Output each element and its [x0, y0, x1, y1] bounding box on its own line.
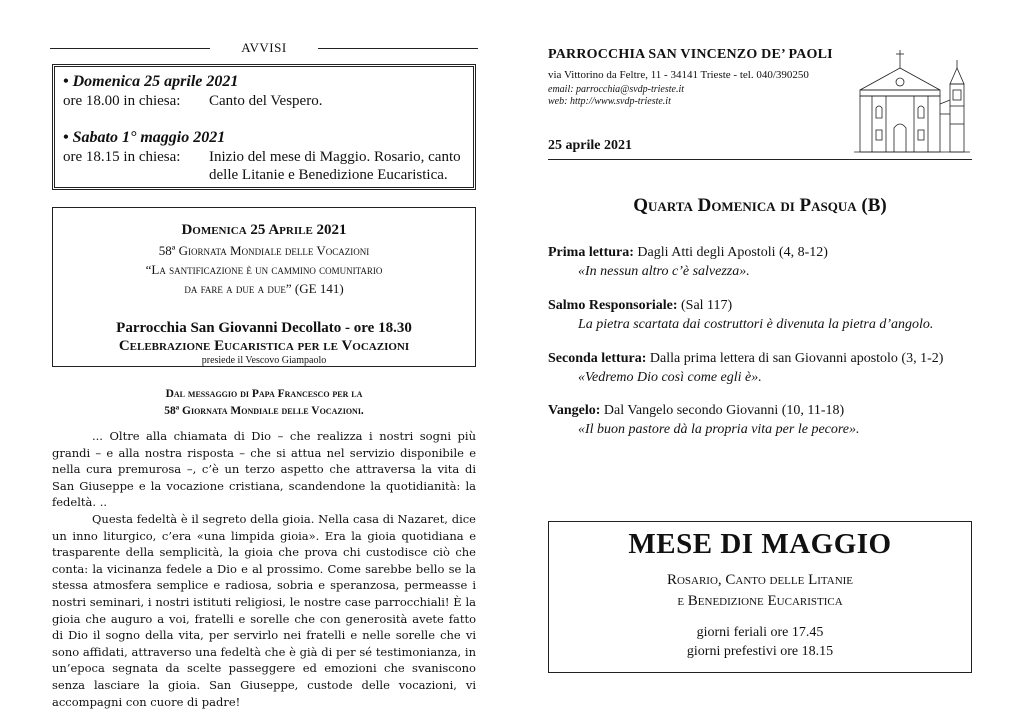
- message-paragraph: Questa fedeltà è il segreto della gioia. Nella casa di Nazaret, dice un inno liturgico, c’era «una limpida gioia». Era la gioia quotidiana e trasparente della semplicità, la gioia che prova chi custodisce ciò che conta: la vicinanza fedele a Dio e al prossimo. Come sarebbe bello se la stessa atmosfera semplice e radiosa, sobria e speranzosa, permeasse i nostri seminari, i nostri istituti religiosi, le nostre case parrocchiali! È la gioia che auguro a voi, fratelli e sorelle che con generosità avete fatto di Dio il sogno della vita, per servirlo nei fratelli e nelle sorelle che vi sono affidati, attraverso una fedeltà che è già di per sé testimonianza, in un’epoca segnata da scelte passeggere ed emozioni che svaniscono senza lasciare la gioia. San Giuseppe, custode delle vocazioni, vi accompagni con cuore di padre!: [52, 511, 476, 709]
- parish-name: PARROCCHIA SAN VINCENZO DE’ PAOLI: [548, 47, 833, 62]
- message-heading: [52, 386, 476, 420]
- avviso-title: • Sabato 1° maggio 2021: [63, 129, 226, 146]
- vocazioni-quote-2: da fare a due a due” (GE 141): [184, 281, 344, 296]
- reading-seconda: [548, 349, 978, 387]
- avviso-line: [63, 149, 461, 166]
- parish-address: via Vittorino da Feltre, 11 - 34141 Trieste - tel. 040/390250: [548, 69, 809, 81]
- vocazioni-parish: Parrocchia San Giovanni Decollato - ore 18.30: [116, 320, 412, 336]
- avviso-title: • Domenica 25 aprile 2021: [63, 73, 239, 90]
- reading-ref: Dalla prima lettera di san Giovanni apostolo (3, 1-2): [646, 351, 944, 366]
- reading-prima: [548, 243, 978, 281]
- vocazioni-presider: presiede il Vescovo Giampaolo: [201, 355, 327, 366]
- vocazioni-date: Domenica 25 Aprile 2021: [181, 222, 347, 238]
- message-paragraph: ... Oltre alla chiamata di Dio – che realizza i nostri sogni più grandi – e alla nostra risposta – che si attua nel servizio disponibile e nella cura premurosa –, c’è un terzo aspetto che attraversa la vita di San Giuseppe e la vocazione cristiana, scandendone la quotidianità: la fedeltà. ..: [52, 429, 476, 510]
- maggio-subtitle-2: e Benedizione Eucaristica: [677, 593, 843, 609]
- vocazioni-giornata: 58ª Giornata Mondiale delle Vocazioni: [158, 243, 370, 258]
- reading-quote: La pietra scartata dai costruttori è divenuta la pietra d’angolo.: [578, 317, 934, 332]
- bulletin-date: 25 aprile 2021: [548, 138, 632, 153]
- avviso-line: [63, 93, 322, 110]
- message-body: [52, 428, 476, 710]
- avviso-text: Inizio del mese di Maggio. Rosario, canto: [209, 149, 461, 165]
- vocazioni-quote-1: “La santificazione è un cammino comunitario: [145, 262, 383, 277]
- maggio-subtitle-1: Rosario, Canto delle Litanie: [666, 572, 854, 588]
- message-heading-line2: 58ª Giornata Mondiale delle Vocazioni.: [164, 405, 364, 417]
- sunday-title: Quarta Domenica di Pasqua (B): [633, 195, 887, 216]
- avviso-text: Canto del Vespero.: [209, 93, 323, 109]
- avviso-text: delle Litanie e Benedizione Eucaristica.: [209, 167, 448, 183]
- reading-ref: (Sal 117): [677, 298, 733, 313]
- maggio-title: MESE DI MAGGIO: [628, 528, 892, 560]
- message-heading-line1: Dal messaggio di Papa Francesco per la: [165, 388, 363, 400]
- heading-rule-right: [318, 48, 478, 49]
- reading-ref: Dagli Atti degli Apostoli (4, 8-12): [633, 245, 828, 260]
- maggio-time-prefestivi: giorni prefestivi ore 18.15: [686, 644, 834, 659]
- maggio-time-feriali: giorni feriali ore 17.45: [696, 625, 824, 640]
- reading-label: Prima lettura:: [548, 245, 634, 260]
- reading-vangelo: [548, 401, 978, 439]
- mese-di-maggio-box: [548, 521, 972, 673]
- vocazioni-celebration: Celebrazione Eucaristica per le Vocazioni: [118, 338, 410, 354]
- reading-ref: Dal Vangelo secondo Giovanni (10, 11-18): [600, 403, 845, 418]
- avviso-time: ore 18.15 in chiesa:: [63, 149, 181, 165]
- avviso-time: ore 18.00 in chiesa:: [63, 93, 181, 109]
- avvisi-heading: [50, 38, 478, 58]
- reading-label: Vangelo:: [548, 403, 601, 418]
- reading-label: Seconda lettura:: [548, 351, 647, 366]
- parish-web: web: http://www.svdp-trieste.it: [548, 96, 671, 107]
- avvisi-title: AVVISI: [241, 40, 287, 55]
- vocazioni-box: [52, 207, 476, 367]
- avvisi-box: [52, 64, 476, 190]
- church-drawing-icon: [850, 44, 974, 156]
- reading-quote: «Vedremo Dio così come egli è».: [578, 370, 762, 385]
- reading-quote: «Il buon pastore dà la propria vita per le pecore».: [578, 422, 860, 437]
- reading-label: Salmo Responsoriale:: [548, 298, 678, 313]
- parish-email: email: parrocchia@svdp-trieste.it: [548, 84, 685, 95]
- reading-quote: «In nessun altro c’è salvezza».: [578, 264, 750, 279]
- reading-salmo: [548, 296, 978, 334]
- header-rule: [548, 159, 972, 160]
- avviso-line: [63, 167, 448, 184]
